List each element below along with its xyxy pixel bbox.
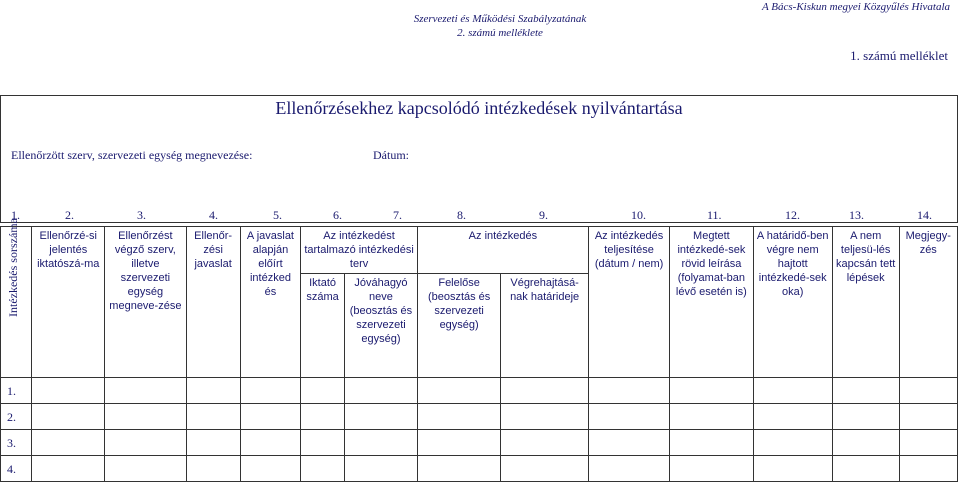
header-action-plan-group: Az intézkedést tartalmazó intézkedési terv: [301, 227, 418, 274]
header-remarks: Megjegy-zés: [899, 227, 957, 378]
header-row-number: Intézkedés sorszáma: [1, 227, 32, 378]
column-number: 8.: [457, 208, 466, 222]
row-number: 3.: [1, 430, 32, 456]
row-number: 1.: [1, 378, 32, 404]
header-auditing-body: Ellenőrzést végző szerv, illetve szervezeti egység megneve-zése: [105, 227, 186, 378]
form-title: Ellenőrzésekhez kapcsolódó intézkedések nyilvántartása: [275, 98, 683, 118]
column-number: 11.: [707, 208, 722, 222]
header-deadline: Végrehajtásá-nak határideje: [501, 274, 589, 378]
column-number: 1.: [11, 208, 20, 222]
table-row: [1, 404, 958, 430]
column-number: 4.: [209, 208, 218, 222]
header-measure-group: Az intézkedés: [417, 227, 588, 274]
header-steps-taken: A nem teljesü-lés kapcsán tett lépések: [832, 227, 899, 378]
header-measures-taken: Megtett intézkedé-sek rövid leírása (folyamat-ban lévő esetén is): [670, 227, 753, 378]
subject-label: Ellenőrzött szerv, szervezeti egység megnevezése:: [11, 148, 253, 162]
table-row: [1, 378, 958, 404]
column-number: 6.: [333, 208, 342, 222]
table-row: [1, 456, 958, 482]
column-number: 2.: [65, 208, 74, 222]
column-number: 3.: [137, 208, 146, 222]
column-number: 7.: [393, 208, 402, 222]
date-label: Dátum:: [373, 148, 409, 162]
column-number: 12.: [785, 208, 800, 222]
header-file-number: Iktató száma: [301, 274, 345, 378]
header-report-file-number: Ellenőrzé-si jelentés iktatószá-ma: [32, 227, 105, 378]
column-number: 5.: [273, 208, 282, 222]
measures-table: [0, 218, 958, 482]
header-left: [412, 12, 588, 40]
header-approver: Jóváhagyó neve (beosztás és szervezeti egység): [344, 274, 417, 378]
table-row: [1, 430, 958, 456]
header-overdue-reason: A határidő-ben végre nem hajtott intézkedé-sek oka): [753, 227, 832, 378]
annex-label: 1. számú melléklet: [850, 48, 948, 63]
header-responsible: Felelőse (beosztás és szervezeti egység): [417, 274, 500, 378]
column-number: 9.: [539, 208, 548, 222]
form-header-box: [0, 95, 958, 223]
row-number: 4.: [1, 456, 32, 482]
column-number: 10.: [631, 208, 646, 222]
header-left-line2: 2. számú melléklete: [457, 27, 543, 39]
header-completion: Az intézkedés teljesítése (dátum / nem): [588, 227, 669, 378]
header-prescribed-measure: A javaslat alapján előírt intézked és: [240, 227, 300, 378]
header-audit-proposal: Ellenőr-zési javaslat: [186, 227, 240, 378]
column-number: 13.: [849, 208, 864, 222]
row-number: 2.: [1, 404, 32, 430]
header-right: A Bács-Kiskun megyei Közgyűlés Hivatala: [762, 1, 950, 13]
column-number: 14.: [917, 208, 932, 222]
header-left-line1: Szervezeti és Működési Szabályzatának: [413, 13, 587, 25]
